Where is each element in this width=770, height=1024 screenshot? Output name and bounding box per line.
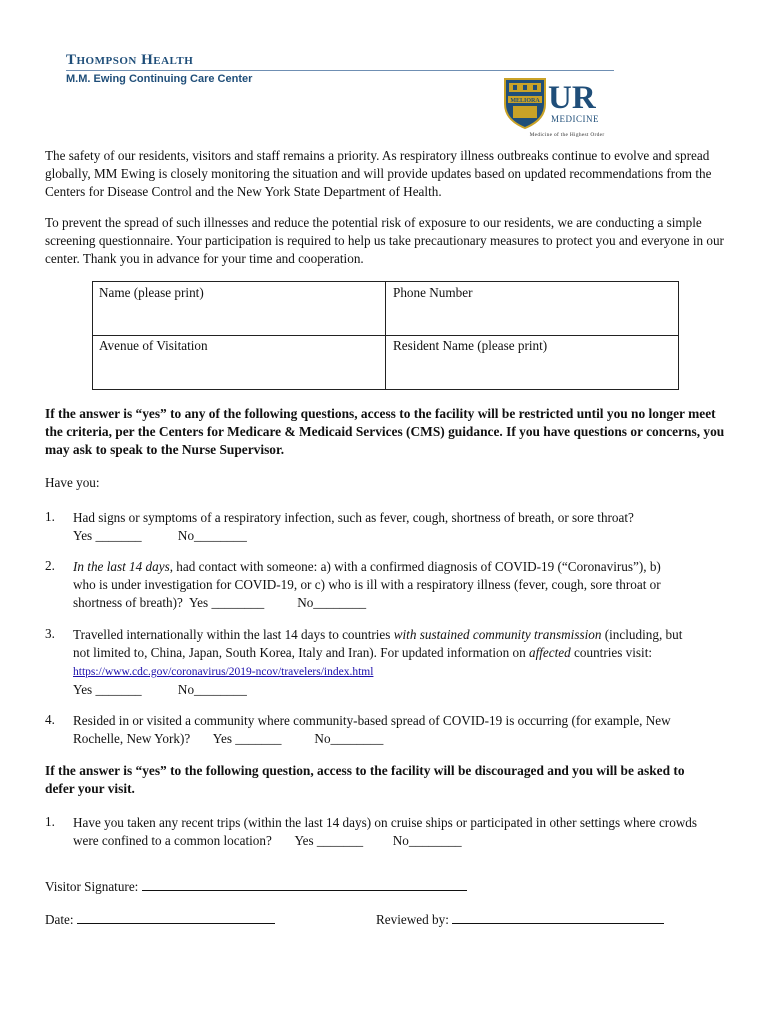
medicine-wordmark: MEDICINE [551, 114, 599, 124]
yes-answer-blank[interactable]: Yes _______ [73, 528, 142, 543]
question-number: 3. [45, 626, 55, 641]
question-text: , had contact with someone: a) with a confirmed diagnosis of COVID-19 (“Coronavirus”), b) who is under investigation for COVID-19, or c) who is ill with a respiratory illness (fever, cough, sore throat or shortness of breath)? [73, 559, 661, 610]
shield-motto: MELIORA [510, 98, 540, 104]
org-name: Thompson Health [66, 52, 194, 68]
resident-field-label: Resident Name (please print) [393, 338, 548, 353]
question-number: 1. [45, 814, 55, 829]
have-you-label: Have you: [45, 475, 100, 490]
question-text: Resided in or visited a community where community-based spread of COVID-19 is occurring (for example, New Rochelle, New York)? [73, 713, 671, 746]
ur-medicine-logo [503, 76, 621, 138]
yes-answer-blank[interactable]: Yes _______ [294, 833, 364, 848]
signature-label: Visitor Signature: [45, 879, 139, 894]
reviewed-line[interactable] [452, 912, 664, 924]
question-number: 2. [45, 558, 55, 573]
question-emphasis: with sustained community transmission [393, 627, 602, 642]
date-line[interactable] [77, 912, 275, 924]
question-emphasis: affected [528, 645, 571, 660]
question-3 [73, 626, 688, 699]
logo-tagline: Medicine of the Highest Order [529, 132, 605, 138]
signature-line[interactable] [142, 879, 467, 891]
question-cruise [73, 814, 723, 850]
header-divider [66, 70, 614, 71]
cdc-travel-link[interactable]: https://www.cdc.gov/coronavirus/2019-ncov/travelers/index.html [73, 666, 374, 678]
question-text: Travelled internationally within the last 14 days to countries [73, 627, 394, 642]
intro-paragraph-2: To prevent the spread of such illnesses and reduce the potential risk of exposure to our residents, we are conducting a simple screening questionnaire. Your participation is required to help us take precautionary measures to protect you and everyone in our center. Thank you in advance for your time and cooperation. [45, 215, 724, 266]
question-4 [73, 712, 683, 748]
signature-row [45, 879, 467, 895]
avenue-field-label: Avenue of Visitation [99, 338, 208, 353]
restriction-notice: If the answer is “yes” to any of the following questions, access to the facility will be restricted until you no longer meet the criteria, per the Centers for Medicare & Medicaid Services (CMS) guidance. If you have questions or concerns, you may ask to speak to the Nurse Supervisor. [45, 406, 725, 457]
question-1 [73, 509, 683, 545]
no-answer-blank[interactable]: No________ [297, 595, 367, 610]
question-text: countries visit: [570, 645, 653, 660]
question-text: (including, but not limited to, China, Japan, South Korea, Italy and Iran). For updated information on [73, 627, 683, 660]
intro-paragraph-1: The safety of our residents, visitors and staff remains a priority. As respiratory illness outbreaks continue to evolve and spread globally, MM Ewing is closely monitoring the situation and will provide updates based on updated recommendations from the Centers for Disease Control and the New York State Department of Health. [45, 148, 712, 199]
ur-shield-icon [503, 76, 621, 138]
name-field-label: Name (please print) [99, 285, 204, 300]
defer-notice: If the answer is “yes” to the following question, access to the facility will be discouraged and you will be asked to defer your visit. [45, 763, 685, 796]
date-label: Date: [45, 912, 74, 927]
reviewed-label: Reviewed by: [376, 912, 449, 927]
no-answer-blank[interactable]: No________ [177, 528, 247, 543]
no-answer-blank[interactable]: No________ [177, 682, 247, 697]
center-name: M.M. Ewing Continuing Care Center [66, 73, 253, 85]
question-2 [73, 558, 668, 612]
visitor-info-table [92, 281, 679, 390]
no-answer-blank[interactable]: No________ [392, 833, 462, 848]
yes-answer-blank[interactable]: Yes _______ [212, 731, 282, 746]
question-number: 1. [45, 509, 55, 524]
question-number: 4. [45, 712, 55, 727]
date-row [45, 912, 275, 928]
question-text: Had signs or symptoms of a respiratory infection, such as fever, cough, shortness of breath, or sore throat? [73, 510, 634, 525]
reviewed-row [376, 912, 664, 928]
ur-wordmark: UR [548, 80, 596, 116]
phone-field-label: Phone Number [393, 285, 473, 300]
yes-answer-blank[interactable]: Yes _______ [73, 682, 142, 697]
question-emphasis: In the last 14 days [73, 559, 170, 574]
question-text: Have you taken any recent trips (within the last 14 days) on cruise ships or participated in other settings where crowds were confined to a common location? [73, 815, 698, 848]
yes-answer-blank[interactable]: Yes ________ [188, 595, 265, 610]
no-answer-blank[interactable]: No________ [314, 731, 384, 746]
